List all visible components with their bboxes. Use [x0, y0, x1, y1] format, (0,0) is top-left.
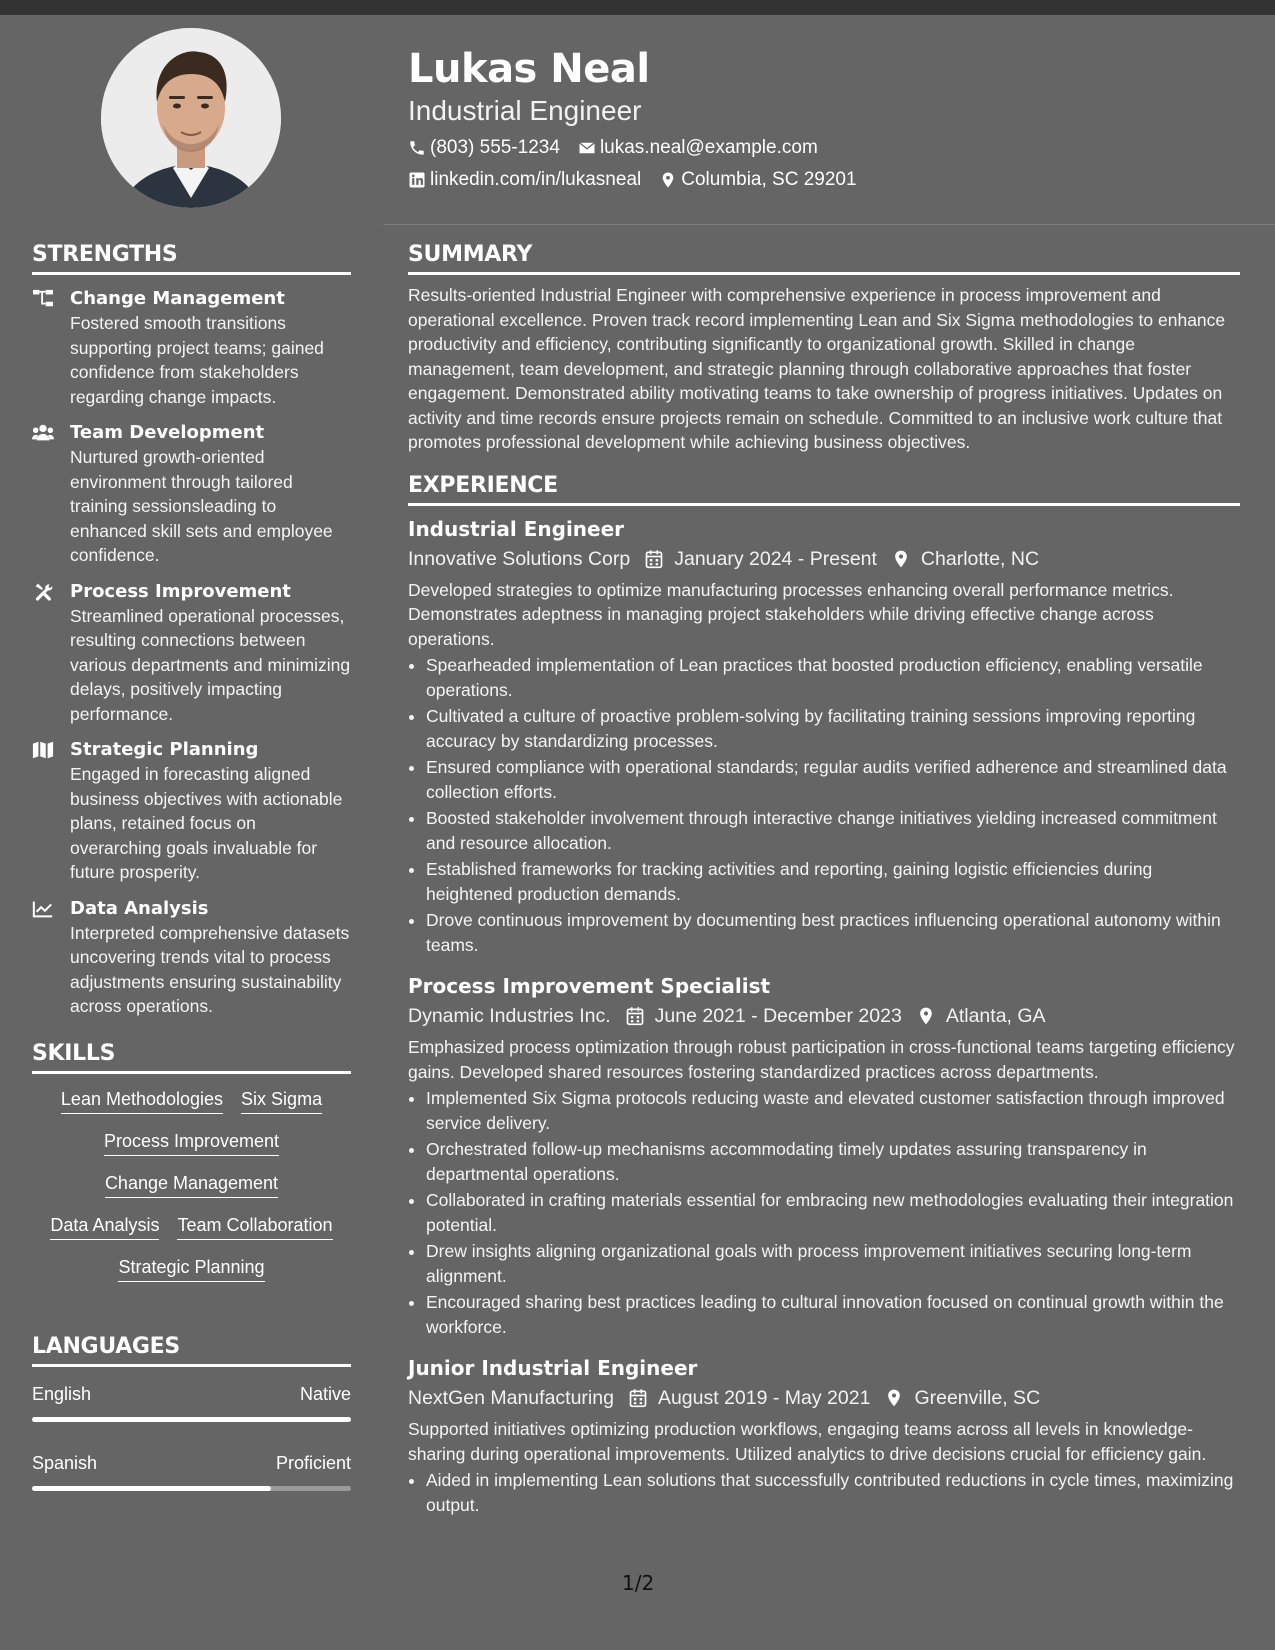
strength-title: Process Improvement — [70, 580, 291, 602]
strength-desc: Interpreted comprehensive datasets uncovering trends vital to process adjustments ensuring sustainability across operations. — [70, 922, 350, 1016]
skill-tag: Process Improvement — [104, 1128, 279, 1156]
experience-heading: EXPERIENCE — [408, 471, 1240, 506]
job-location: Charlotte, NC — [920, 547, 1040, 570]
chart-line-icon — [32, 899, 54, 919]
map-marker-icon — [884, 1388, 904, 1408]
strength-desc: Streamlined operational processes, resulting connections between various departments and minimizing delays, positively impacting performance. — [70, 605, 351, 724]
strength-title: Strategic Planning — [70, 739, 259, 760]
job-bullet: • Ensured compliance with operational standards; regular audits verified adherence and streamlined data collection efforts. — [426, 755, 1240, 804]
job-company: Dynamic Industries Inc. — [408, 1005, 611, 1027]
strength-title: Change Management — [70, 288, 285, 309]
strengths-heading: STRENGTHS — [32, 240, 351, 275]
job-location: Greenville, SC — [914, 1387, 1041, 1409]
location-contact — [659, 168, 856, 192]
skill-tag: Six Sigma — [241, 1086, 322, 1114]
strength-title: Team Development — [70, 422, 265, 443]
language-name: Spanish — [32, 1452, 98, 1473]
strengths-list — [32, 287, 351, 1019]
job-description: Supported initiatives optimizing production workflows, engaging teams across all levels in knowledge-sharing during operational improvements. Utilized analytics to drive decisions crucial for efficiency gain. — [408, 1419, 1207, 1464]
language-item — [32, 1381, 351, 1422]
strength-item — [32, 738, 351, 885]
language-name: English — [32, 1383, 92, 1404]
strength-desc: Fostered smooth transitions supporting project teams; gained confidence from stakeholders regarding change impacts. — [70, 313, 324, 407]
phone-contact[interactable] — [408, 136, 560, 160]
job-bullet: • Orchestrated follow-up mechanisms accommodating timely updates assuring transparency in departmental operations. — [426, 1137, 1240, 1186]
linkedin-text: linkedin.com/in/lukasneal — [430, 169, 642, 190]
job-bullet: • Spearheaded implementation of Lean practices that boosted production efficiency, enabling versatile operations. — [426, 653, 1240, 702]
job-bullet: • Drove continuous improvement by documenting best practices influencing operational autonomy within teams. — [426, 908, 1240, 957]
resume-header — [408, 44, 1238, 192]
language-level: Native — [299, 1383, 351, 1404]
tools-icon — [32, 582, 54, 602]
header-divider — [383, 224, 1275, 225]
skill-row — [41, 1212, 341, 1240]
strength-desc: Engaged in forecasting aligned business objectives with actionable plans, retained focus on overarching goals invaluable for future prosperity. — [70, 764, 343, 882]
experience-list — [408, 514, 1240, 1518]
candidate-role: Industrial Engineer — [408, 95, 642, 126]
job-dates: January 2024 - Present — [674, 547, 877, 570]
strength-item — [32, 421, 351, 568]
page-number: 1/2 — [622, 1571, 655, 1595]
skills-heading: SKILLS — [32, 1039, 351, 1074]
calendar-icon — [644, 549, 664, 569]
languages-heading: LANGUAGES — [32, 1332, 351, 1367]
job-entry — [408, 971, 1240, 1339]
strength-title: Data Analysis — [70, 897, 209, 919]
job-description: Emphasized process optimization through robust participation in cross-functional teams targeting efficiency gains. Developed shared resources fostering standardized practices across departments. — [408, 1037, 1235, 1082]
envelope-icon — [578, 139, 596, 157]
skill-row — [52, 1086, 331, 1114]
job-bullet: • Collaborated in crafting materials essential for embracing new methodologies evaluating their integration potential. — [426, 1188, 1240, 1237]
linkedin-contact[interactable] — [408, 168, 641, 192]
job-bullet: • Encouraged sharing best practices leading to cultural innovation focused on continual growth within the workforce. — [426, 1290, 1240, 1339]
language-proficiency-fill — [32, 1486, 271, 1491]
phone-text: (803) 555-1234 — [430, 137, 560, 158]
linkedin-icon — [408, 171, 426, 189]
location-text: Columbia, SC 29201 — [681, 169, 857, 190]
job-bullet: • Established frameworks for tracking activities and reporting, gaining logistic efficiencies during heightened production demands. — [426, 857, 1240, 906]
job-meta — [408, 1383, 1240, 1413]
phone-icon — [408, 139, 426, 157]
candidate-name: Lukas Neal — [408, 46, 650, 92]
job-dates: June 2021 - December 2023 — [654, 1005, 902, 1027]
calendar-icon — [625, 1006, 645, 1026]
skill-row — [109, 1254, 273, 1282]
map-marker-icon — [916, 1006, 936, 1026]
skill-tag: Strategic Planning — [118, 1254, 264, 1282]
skill-tag: Change Management — [105, 1170, 278, 1198]
email-text: lukas.neal@example.com — [599, 137, 818, 158]
job-entry — [408, 1353, 1240, 1517]
summary-heading: SUMMARY — [408, 240, 1240, 275]
job-entry — [408, 514, 1240, 958]
job-location: Atlanta, GA — [945, 1005, 1046, 1027]
strength-desc: Nurtured growth-oriented environment through tailored training sessionsleading to enhanced skill sets and employee confidence. — [70, 447, 333, 565]
job-bullet: • Implemented Six Sigma protocols reducing waste and elevated customer satisfaction through improved service delivery. — [426, 1086, 1240, 1135]
job-bullet: • Cultivated a culture of proactive problem-solving by facilitating training sessions improving reporting accuracy by standardizing processes. — [426, 704, 1240, 753]
job-meta — [408, 544, 1240, 574]
skill-row — [95, 1128, 288, 1156]
email-contact[interactable] — [578, 136, 818, 160]
language-proficiency-bar — [32, 1486, 351, 1491]
language-proficiency-fill — [32, 1417, 351, 1422]
map-marker-icon — [659, 171, 677, 189]
strength-item — [32, 287, 351, 409]
left-column — [32, 240, 351, 1491]
strength-item — [32, 897, 351, 1019]
language-level: Proficient — [275, 1452, 351, 1473]
job-title: Industrial Engineer — [408, 516, 625, 541]
calendar-icon — [628, 1388, 648, 1408]
profile-photo — [101, 28, 281, 208]
job-bullet: • Aided in implementing Lean solutions that successfully contributed reductions in cycle times, maximizing output. — [426, 1468, 1240, 1517]
skill-tag: Lean Methodologies — [61, 1086, 223, 1114]
summary-text: Results-oriented Industrial Engineer with comprehensive experience in process improvement and operational excellence. Proven track record implementing Lean and Six Sigma methodologies to enhance productivity and efficiency, contributing significantly to organizational growth. Skilled in change management, team development, and strategic planning through collaborative approaches that foster engagement. Demonstrated ability motivating teams to take ownership of progress initiatives. Updates on activity and time records ensure projects remain on schedule. Committed to an inclusive work culture that promotes professional development while achieving business objectives. — [408, 285, 1226, 452]
job-company: NextGen Manufacturing — [408, 1387, 614, 1409]
job-meta — [408, 1001, 1240, 1031]
job-bullet: • Drew insights aligning organizational goals with process improvement initiatives securing long-term alignment. — [426, 1239, 1240, 1288]
language-item — [32, 1450, 351, 1491]
language-proficiency-bar — [32, 1417, 351, 1422]
skill-tag: Data Analysis — [50, 1212, 159, 1240]
top-bar — [0, 0, 1275, 15]
map-marker-icon — [891, 549, 911, 569]
skill-tag: Team Collaboration — [177, 1212, 332, 1240]
users-icon — [32, 423, 54, 443]
map-icon — [32, 740, 54, 760]
job-description: Developed strategies to optimize manufacturing processes enhancing overall performance metrics. Demonstrates adeptness in managing project stakeholders while driving effective change across operations. — [408, 579, 1174, 649]
skill-row — [96, 1170, 287, 1198]
strength-item — [32, 580, 351, 727]
job-title: Junior Industrial Engineer — [408, 1356, 698, 1380]
job-bullets — [408, 1086, 1240, 1339]
job-dates: August 2019 - May 2021 — [657, 1387, 871, 1409]
contact-row-1 — [408, 136, 1238, 160]
job-bullet: • Boosted stakeholder involvement through interactive change initiatives yielding increased commitment and resource allocation. — [426, 806, 1240, 855]
job-bullets — [408, 1468, 1240, 1517]
sitemap-icon — [32, 289, 54, 309]
job-company: Innovative Solutions Corp — [408, 547, 631, 570]
job-title: Process Improvement Specialist — [408, 974, 771, 998]
contact-row-2 — [408, 168, 1238, 192]
right-column — [408, 240, 1240, 1519]
job-bullets — [408, 653, 1240, 957]
skills-list — [32, 1086, 351, 1296]
